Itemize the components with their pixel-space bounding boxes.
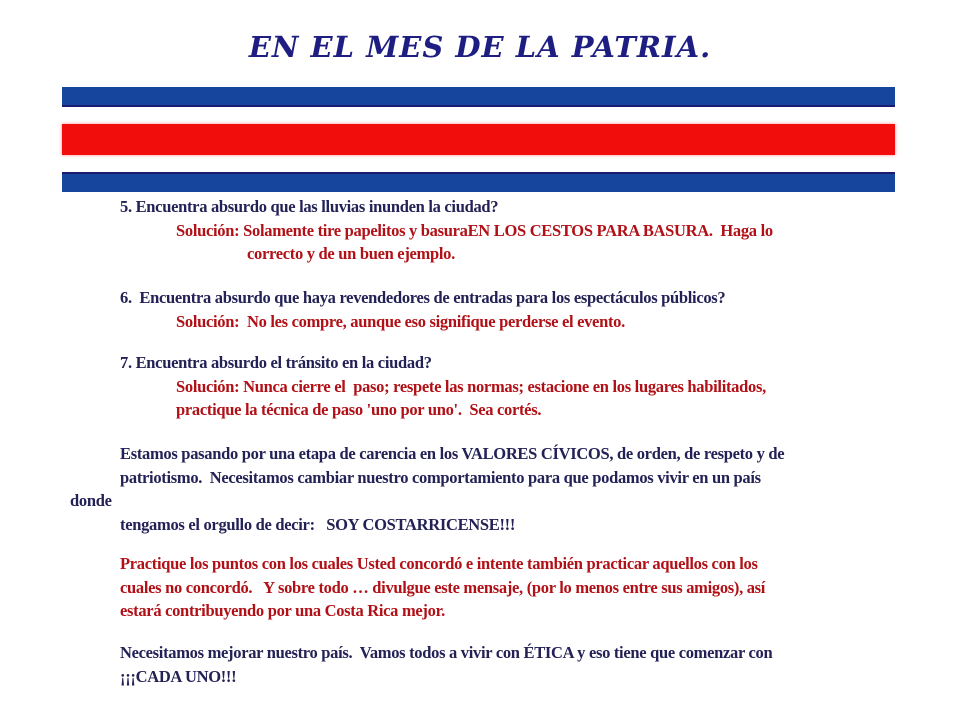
item6-solution-line1: Solución: No les compre, aunque eso signifique perderse el evento. [176, 311, 625, 331]
item5-solution-line1: Solución: Solamente tire papelitos y basuraEN LOS CESTOS PARA BASURA. Haga lo [176, 220, 773, 240]
item-6-block [0, 286, 960, 333]
paragraph-practice-block [0, 552, 960, 623]
paragraph-values-line2: patriotismo. Necesitamos cambiar nuestro comportamiento para que podamos vivir en un país [120, 467, 761, 487]
item6-question: 6. Encuentra absurdo que haya revendedores de entradas para los espectáculos públicos? [120, 288, 726, 307]
paragraph-values-line3: donde [70, 491, 112, 510]
item-5-block [0, 195, 960, 266]
paragraph-practice-line1: Practique los puntos con los cuales Usted concordó e intente también practicar aquellos con los [120, 554, 758, 573]
item7-solution-line2: practique la técnica de paso 'uno por uno'. Sea cortés. [176, 400, 542, 419]
paragraph-practice-line2: cuales no concordó. Y sobre todo … divulgue este mensaje, (por lo menos entre sus amigos), así [120, 577, 766, 597]
paragraph-etica-block [0, 641, 960, 688]
paragraph-etica-line2: ¡¡¡CADA UNO!!! [120, 666, 237, 686]
item7-solution-line1: Solución: Nunca cierre el paso; respete las normas; estacione en los lugares habilitados, [176, 376, 766, 396]
item-7-block [0, 351, 960, 422]
paragraph-values-line4: tengamos el orgullo de decir: SOY COSTARRICENSE!!! [120, 514, 516, 534]
item5-question: 5. Encuentra absurdo que las lluvias inunden la ciudad? [120, 197, 499, 216]
paragraph-values-block [0, 442, 960, 536]
slide-title: EN EL MES DE LA PATRIA. [248, 30, 712, 64]
paragraph-etica-line1: Necesitamos mejorar nuestro país. Vamos todos a vivir con ÉTICA y eso tiene que comenzar con [120, 643, 773, 662]
paragraph-values-line1: Estamos pasando por una etapa de carencia en los VALORES CÍVICOS, de orden, de respeto y de [120, 444, 785, 463]
paragraph-practice-line3: estará contribuyendo por una Costa Rica mejor. [120, 601, 445, 620]
item7-question: 7. Encuentra absurdo el tránsito en la ciudad? [120, 353, 432, 372]
item5-solution-line2: correcto y de un buen ejemplo. [247, 244, 455, 263]
